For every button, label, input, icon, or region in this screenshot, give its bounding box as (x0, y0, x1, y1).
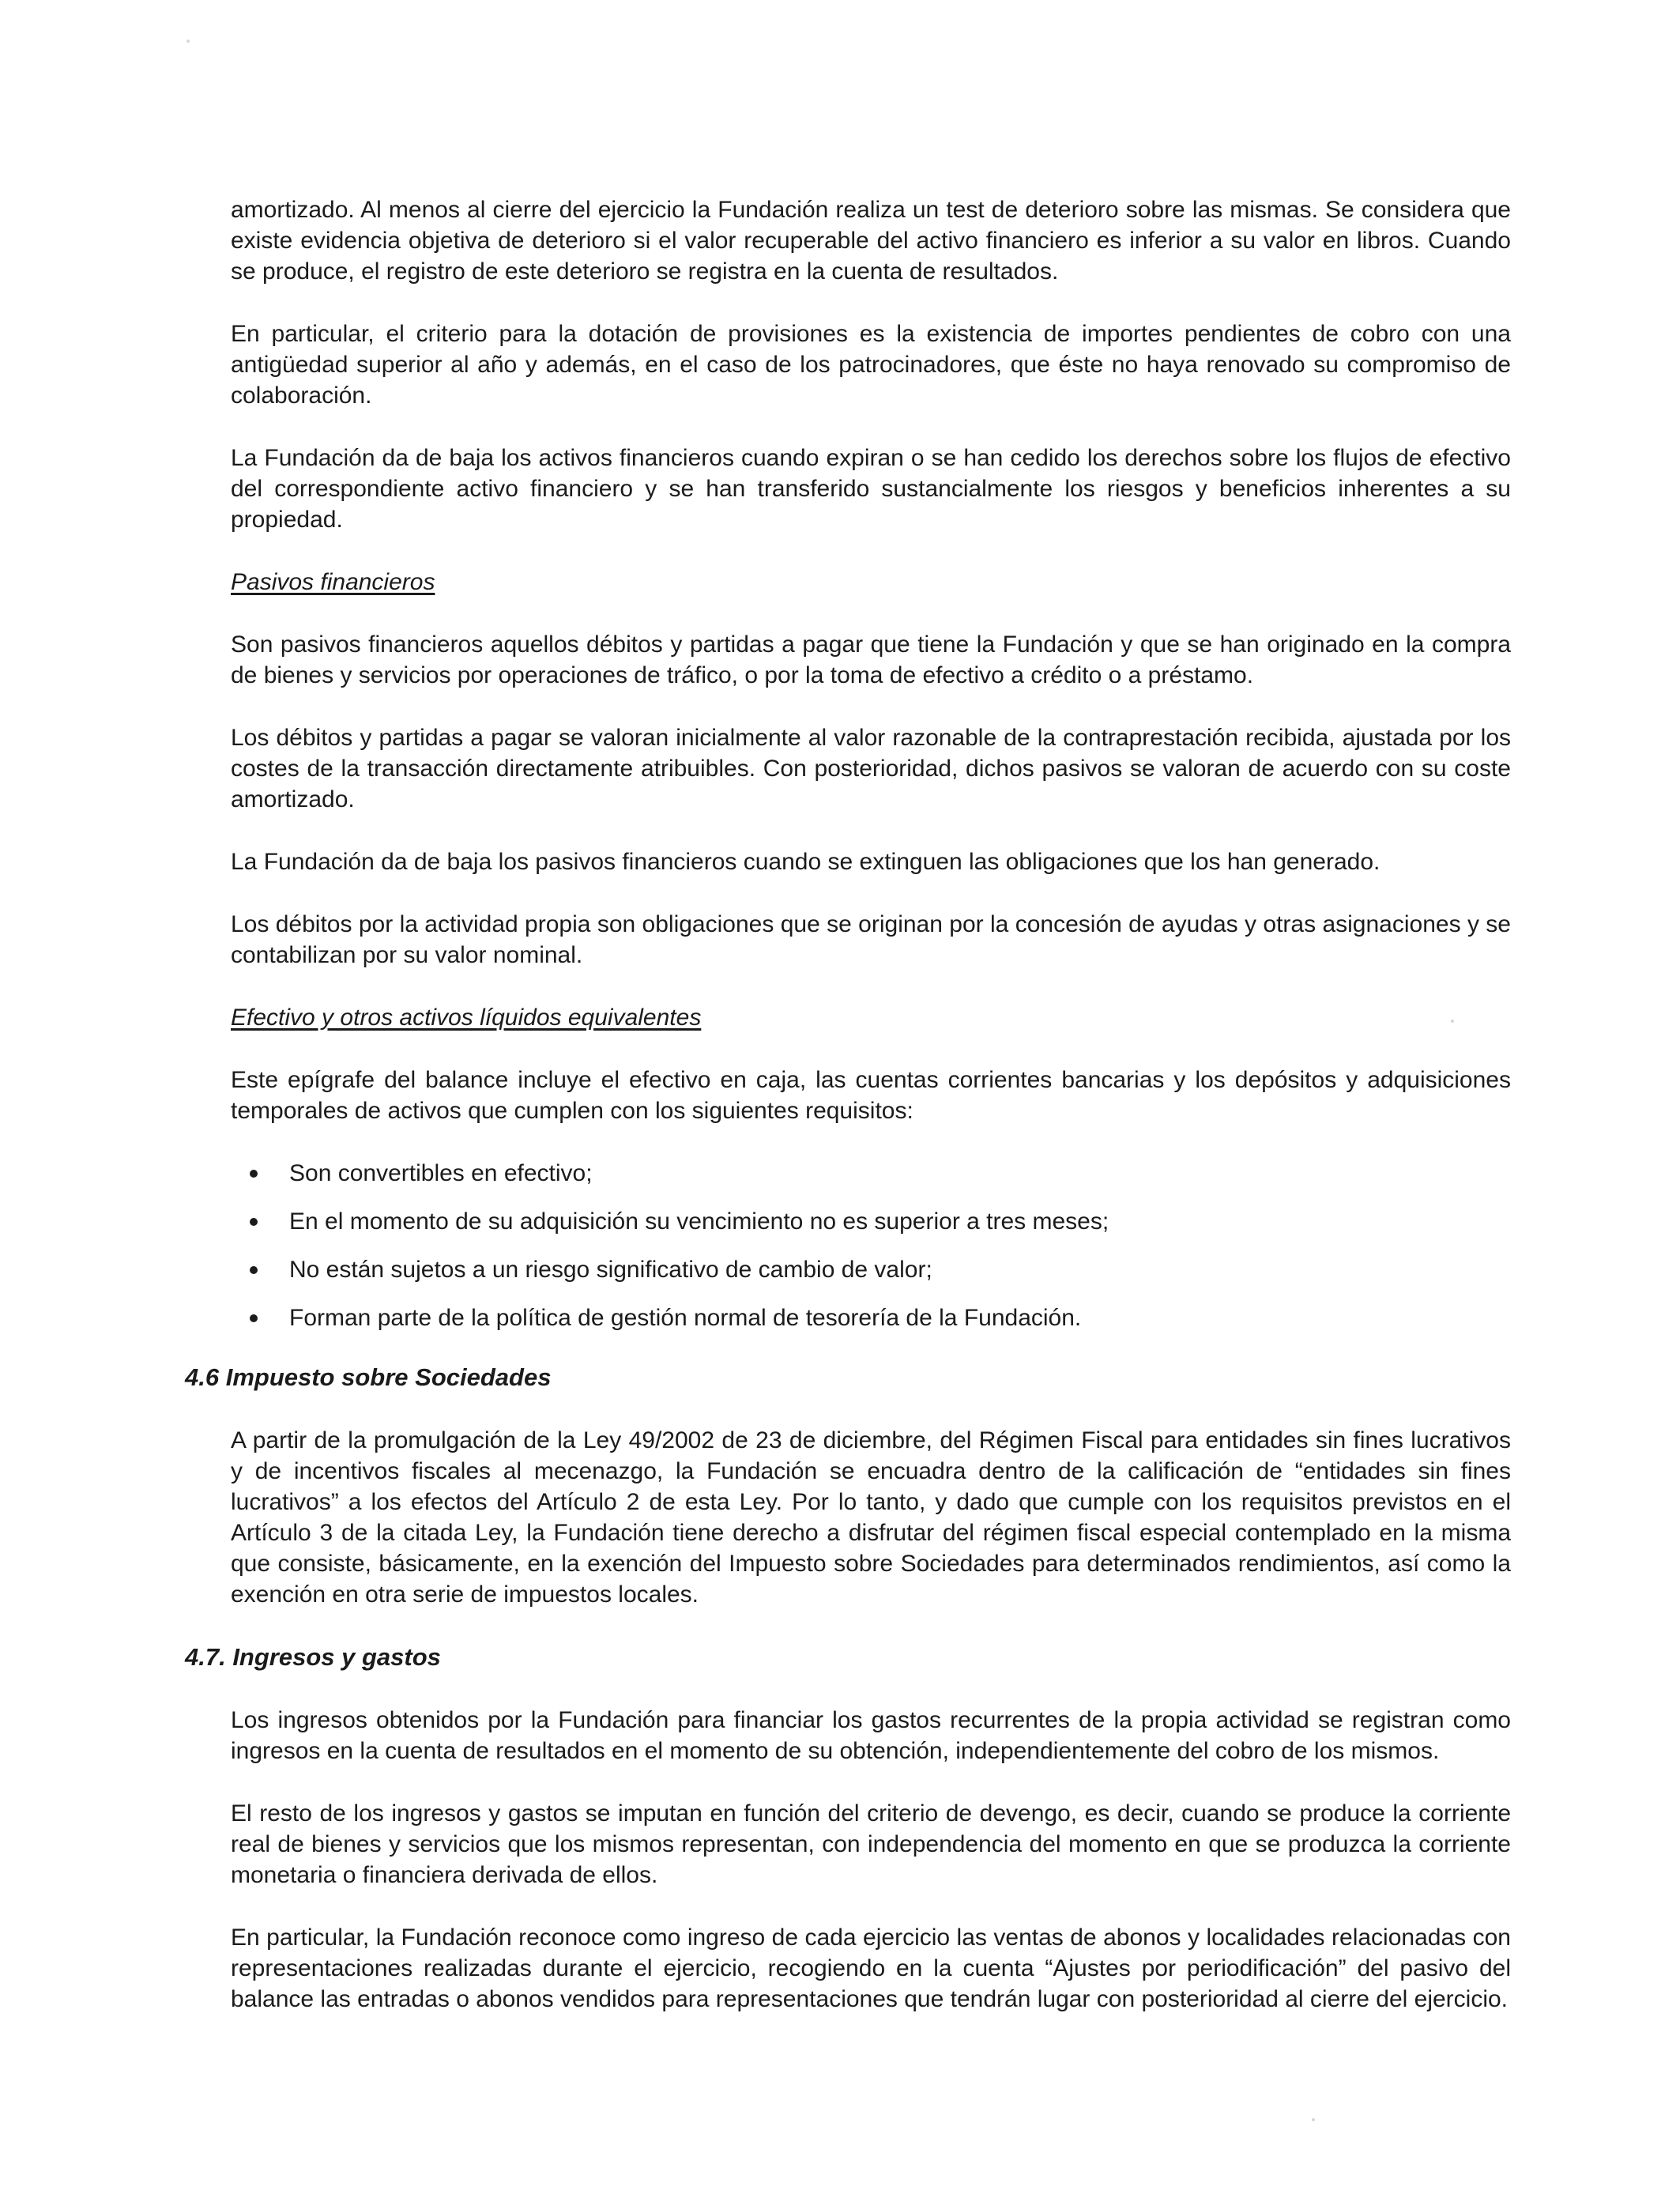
paragraph: En particular, la Fundación reconoce como ingreso de cada ejercicio las ventas de abonos y localidades relacionadas con representaciones realizadas durante el ejercicio, recogiendo en la cuenta “Ajustes por periodificación” del pasivo del balance las entradas o abonos vendidos para representaciones que tendrán lugar con posterioridad al cierre del ejercicio. (231, 1924, 1511, 2012)
paragraph: Los débitos por la actividad propia son obligaciones que se originan por la concesión de ayudas y otras asignaciones y se contabilizan por su valor nominal. (231, 911, 1511, 968)
list-item-text: Forman parte de la política de gestión normal de tesorería de la Fundación. (289, 1305, 1082, 1331)
paragraph: Los ingresos obtenidos por la Fundación para financiar los gastos recurrentes de la propia actividad se registran como ingresos en la cuenta de resultados en el momento de su obtención, independientemente del cobro de los mismos. (231, 1707, 1511, 1764)
subheading-pasivos-financieros: Pasivos financieros (231, 569, 435, 595)
bullet-icon (250, 1170, 258, 1178)
scan-speck (1312, 2118, 1315, 2121)
paragraph: La Fundación da de baja los pasivos financieros cuando se extinguen las obligaciones que los han generado. (231, 849, 1381, 875)
document-body (185, 194, 1511, 2046)
bullet-icon (250, 1218, 258, 1226)
bullet-icon (250, 1314, 258, 1322)
subheading-efectivo: Efectivo y otros activos líquidos equivalentes (231, 1005, 702, 1031)
requirements-list (231, 1158, 1511, 1333)
bullet-icon (250, 1266, 258, 1274)
section-title-ingresos-gastos: 4.7. Ingresos y gastos (185, 1643, 441, 1671)
list-item-text: Son convertibles en efectivo; (289, 1160, 593, 1186)
scan-speck (186, 40, 190, 43)
list-item (231, 1158, 1511, 1189)
paragraph: Son pasivos financieros aquellos débitos y partidas a pagar que tiene la Fundación y que se han originado en la compra de bienes y servicios por operaciones de tráfico, o por la toma de efectivo a crédito o a préstamo. (231, 631, 1511, 688)
section-title-impuesto-sociedades: 4.6 Impuesto sobre Sociedades (185, 1363, 552, 1391)
paragraph: Los débitos y partidas a pagar se valoran inicialmente al valor razonable de la contraprestación recibida, ajustada por los costes de la transacción directamente atribuibles. Con posterioridad, dichos pasivos se valoran de acuerdo con su coste amortizado. (231, 725, 1511, 812)
paragraph: La Fundación da de baja los activos financieros cuando expiran o se han cedido los derechos sobre los flujos de efectivo del correspondiente activo financiero y se han transferido sustancialmente los riesgos y beneficios inherentes a su propiedad. (231, 445, 1511, 533)
list-item (231, 1206, 1511, 1237)
list-item (231, 1302, 1511, 1333)
list-item (231, 1254, 1511, 1285)
paragraph: A partir de la promulgación de la Ley 49/2002 de 23 de diciembre, del Régimen Fiscal para entidades sin fines lucrativos y de incentivos fiscales al mecenazgo, la Fundación se encuadra dentro de la calificación de “entidades sin fines lucrativos” a los efectos del Artículo 2 de esta Ley. Por lo tanto, y dado que cumple con los requisitos previstos en el Artículo 3 de la citada Ley, la Fundación tiene derecho a disfrutar del régimen fiscal especial contemplado en la misma que consiste, básicamente, en la exención del Impuesto sobre Sociedades para determinados rendimientos, así como la exención en otra serie de impuestos locales. (231, 1427, 1511, 1608)
list-item-text: No están sujetos a un riesgo significativo de cambio de valor; (289, 1257, 932, 1283)
list-item-text: En el momento de su adquisición su vencimiento no es superior a tres meses; (289, 1208, 1109, 1235)
paragraph: Este epígrafe del balance incluye el efectivo en caja, las cuentas corrientes bancarias y los depósitos y adquisiciones temporales de activos que cumplen con los siguientes requisitos: (231, 1067, 1511, 1124)
paragraph: En particular, el criterio para la dotación de provisiones es la existencia de importes pendientes de cobro con una antigüedad superior al año y además, en el caso de los patrocinadores, que éste no haya renovado su compromiso de colaboración. (231, 321, 1511, 409)
paragraph: El resto de los ingresos y gastos se imputan en función del criterio de devengo, es decir, cuando se produce la corriente real de bienes y servicios que los mismos representan, con independencia del momento en que se produzca la corriente monetaria o financiera derivada de ellos. (231, 1800, 1511, 1888)
paragraph: amortizado. Al menos al cierre del ejercicio la Fundación realiza un test de deterioro sobre las mismas. Se considera que existe evidencia objetiva de deterioro si el valor recuperable del activo financiero es inferior a su valor en libros. Cuando se produce, el registro de este deterioro se registra en la cuenta de resultados. (231, 197, 1511, 285)
